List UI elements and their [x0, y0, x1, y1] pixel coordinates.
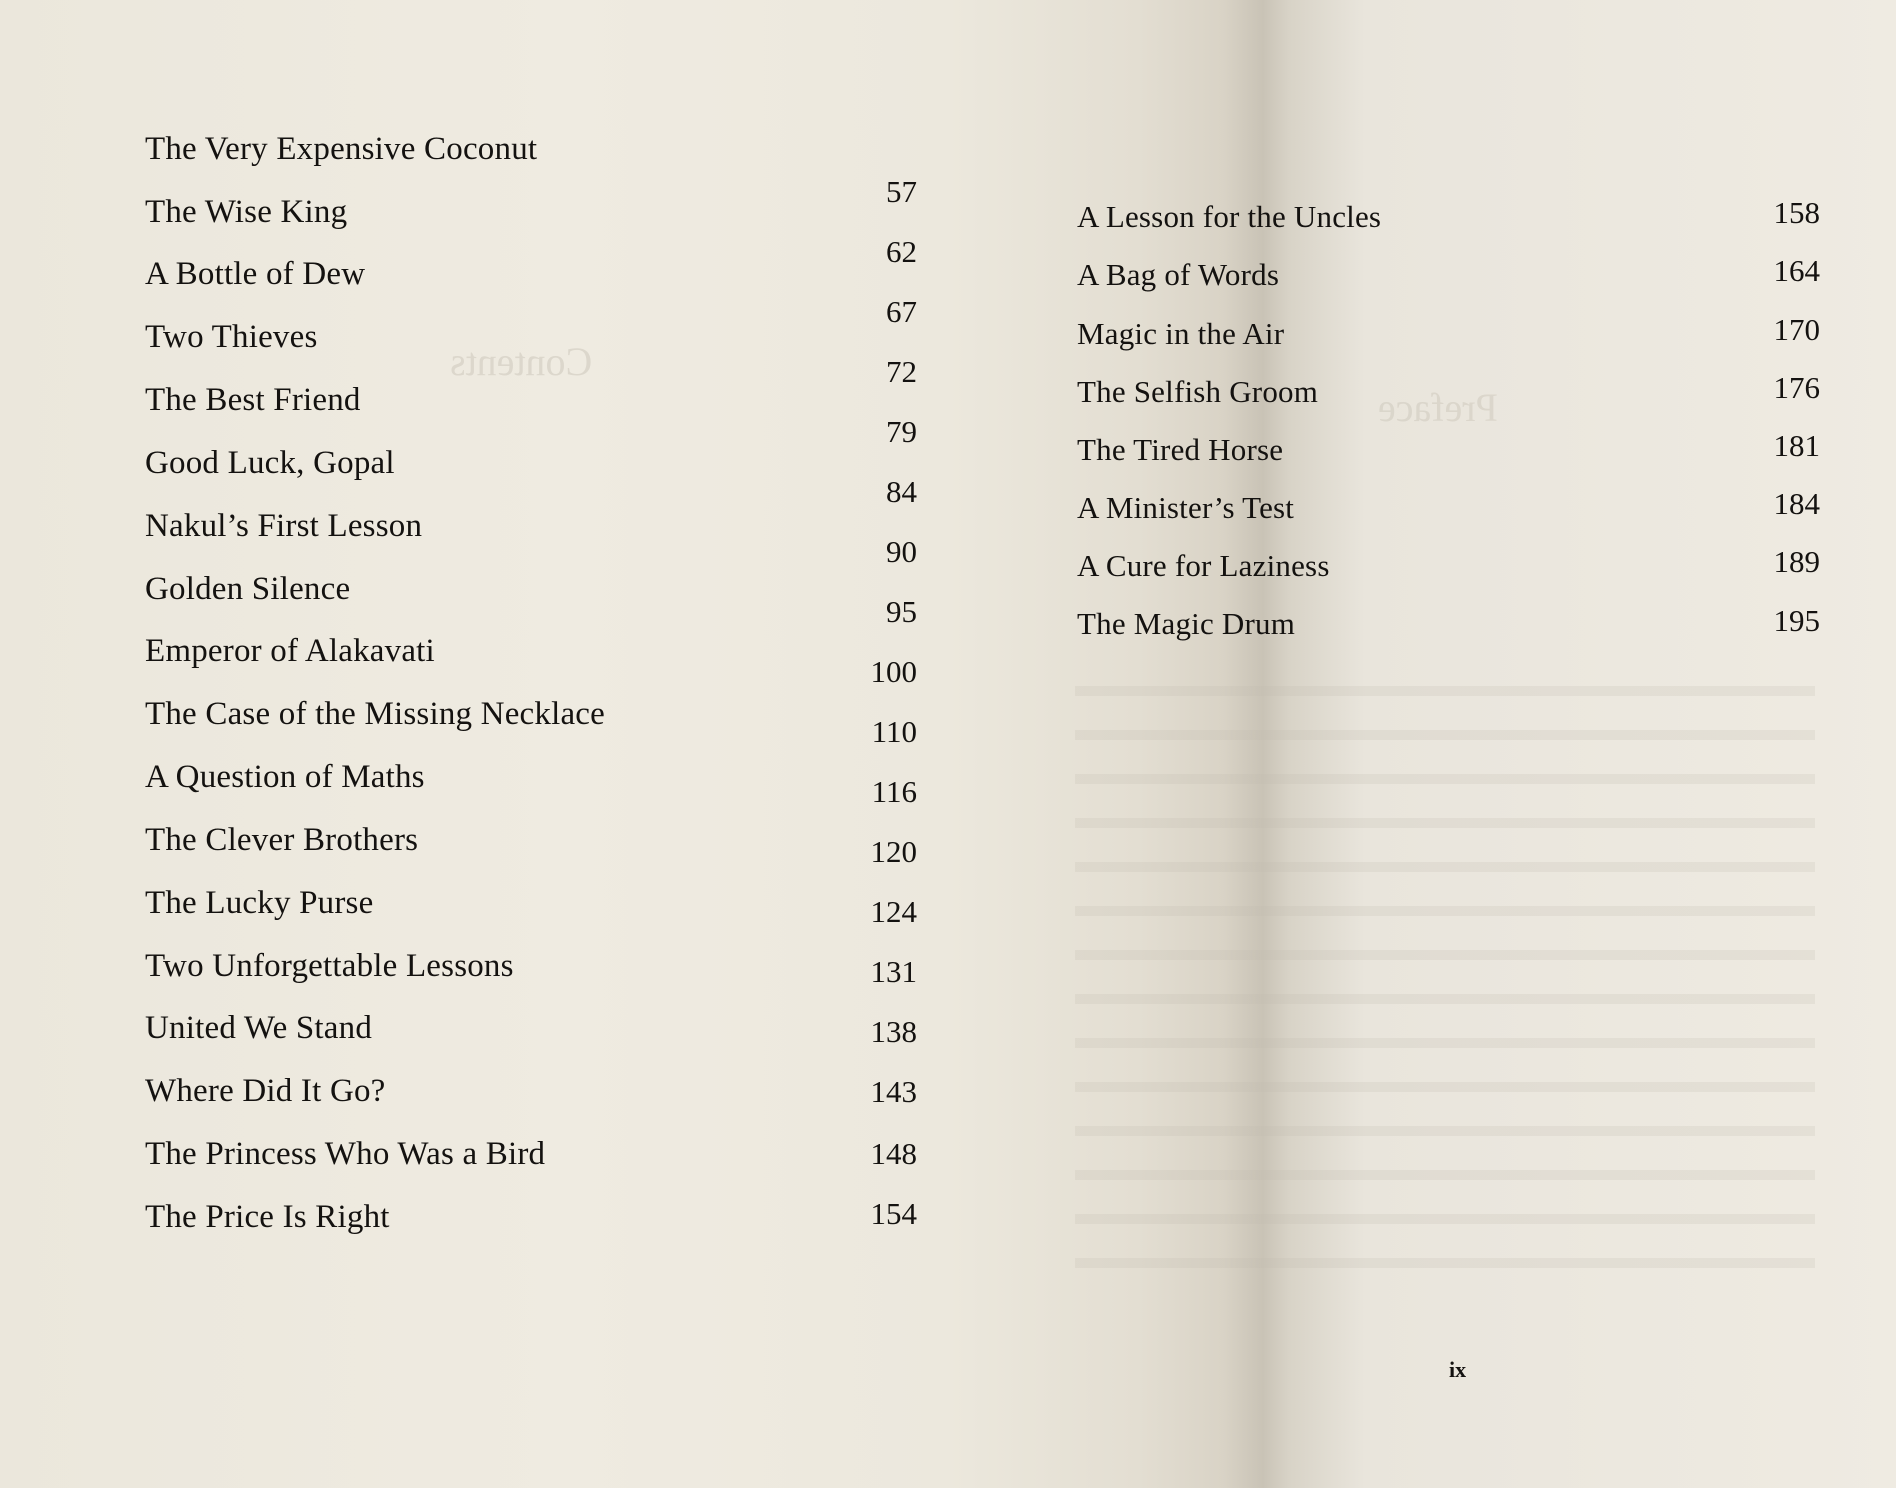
toc-page-number: 57: [886, 174, 917, 209]
toc-page-number: 154: [870, 1196, 917, 1231]
show-through-text: Preface: [1378, 385, 1498, 430]
toc-page-number: 138: [870, 1014, 917, 1049]
toc-page-number: 116: [871, 774, 917, 809]
toc-title: Golden Silence: [145, 571, 351, 607]
toc-title: The Tired Horse: [1077, 432, 1284, 467]
toc-page-number: 67: [886, 294, 917, 329]
toc-title: The Very Expensive Coconut: [145, 131, 538, 167]
toc-title: The Princess Who Was a Bird: [145, 1136, 546, 1172]
toc-title: The Wise King: [145, 194, 348, 230]
toc-title: A Cure for Laziness: [1077, 548, 1330, 583]
toc-title: The Selfish Groom: [1077, 374, 1319, 409]
toc-title: Good Luck, Gopal: [145, 445, 395, 481]
toc-page-number: 131: [870, 954, 917, 989]
toc-title: Emperor of Alakavati: [145, 633, 435, 669]
toc-page-number: 158: [1773, 195, 1820, 230]
toc-page-number: 148: [870, 1136, 917, 1171]
toc-page-number: 170: [1773, 312, 1820, 347]
toc-title: A Minister’s Test: [1077, 490, 1295, 525]
toc-page-number: 195: [1773, 603, 1820, 638]
toc-title: A Bottle of Dew: [145, 256, 366, 292]
toc-title: The Price Is Right: [145, 1199, 390, 1235]
show-through-text: Contents: [450, 339, 593, 384]
toc-title: Magic in the Air: [1077, 316, 1285, 351]
toc-title: A Bag of Words: [1077, 257, 1280, 292]
toc-title: A Lesson for the Uncles: [1077, 199, 1382, 234]
toc-title: The Lucky Purse: [145, 885, 374, 921]
toc-page-number: 181: [1773, 428, 1820, 463]
toc-page-number: 79: [886, 414, 917, 449]
toc-title: United We Stand: [145, 1010, 373, 1046]
page-folio: ix: [1449, 1357, 1467, 1382]
show-through-lines: [1075, 670, 1815, 1270]
toc-page-number: 124: [870, 894, 917, 929]
toc-page-number: 100: [870, 654, 917, 689]
toc-page-number: 95: [886, 594, 917, 629]
toc-title: A Question of Maths: [145, 759, 425, 795]
toc-page-number: 176: [1773, 370, 1820, 405]
toc-page-number: 84: [886, 474, 917, 509]
toc-title: Nakul’s First Lesson: [145, 508, 423, 544]
toc-title: Two Unforgettable Lessons: [145, 948, 514, 984]
toc-page-number: 90: [886, 534, 917, 569]
toc-page-number: 110: [871, 714, 917, 749]
toc-title: Two Thieves: [145, 319, 318, 355]
toc-title: The Clever Brothers: [145, 822, 419, 858]
toc-title: The Case of the Missing Necklace: [145, 696, 606, 732]
toc-page-number: 120: [870, 834, 917, 869]
toc-title: Where Did It Go?: [145, 1073, 386, 1109]
toc-page-number: 184: [1773, 486, 1820, 521]
toc-page-number: 143: [870, 1074, 917, 1109]
toc-page-number: 62: [886, 234, 917, 269]
toc-title: The Best Friend: [145, 382, 361, 418]
toc-page-number: 72: [886, 354, 917, 389]
toc-page-number: 189: [1773, 544, 1820, 579]
toc-page-number: 164: [1773, 253, 1820, 288]
toc-title: The Magic Drum: [1077, 606, 1296, 641]
